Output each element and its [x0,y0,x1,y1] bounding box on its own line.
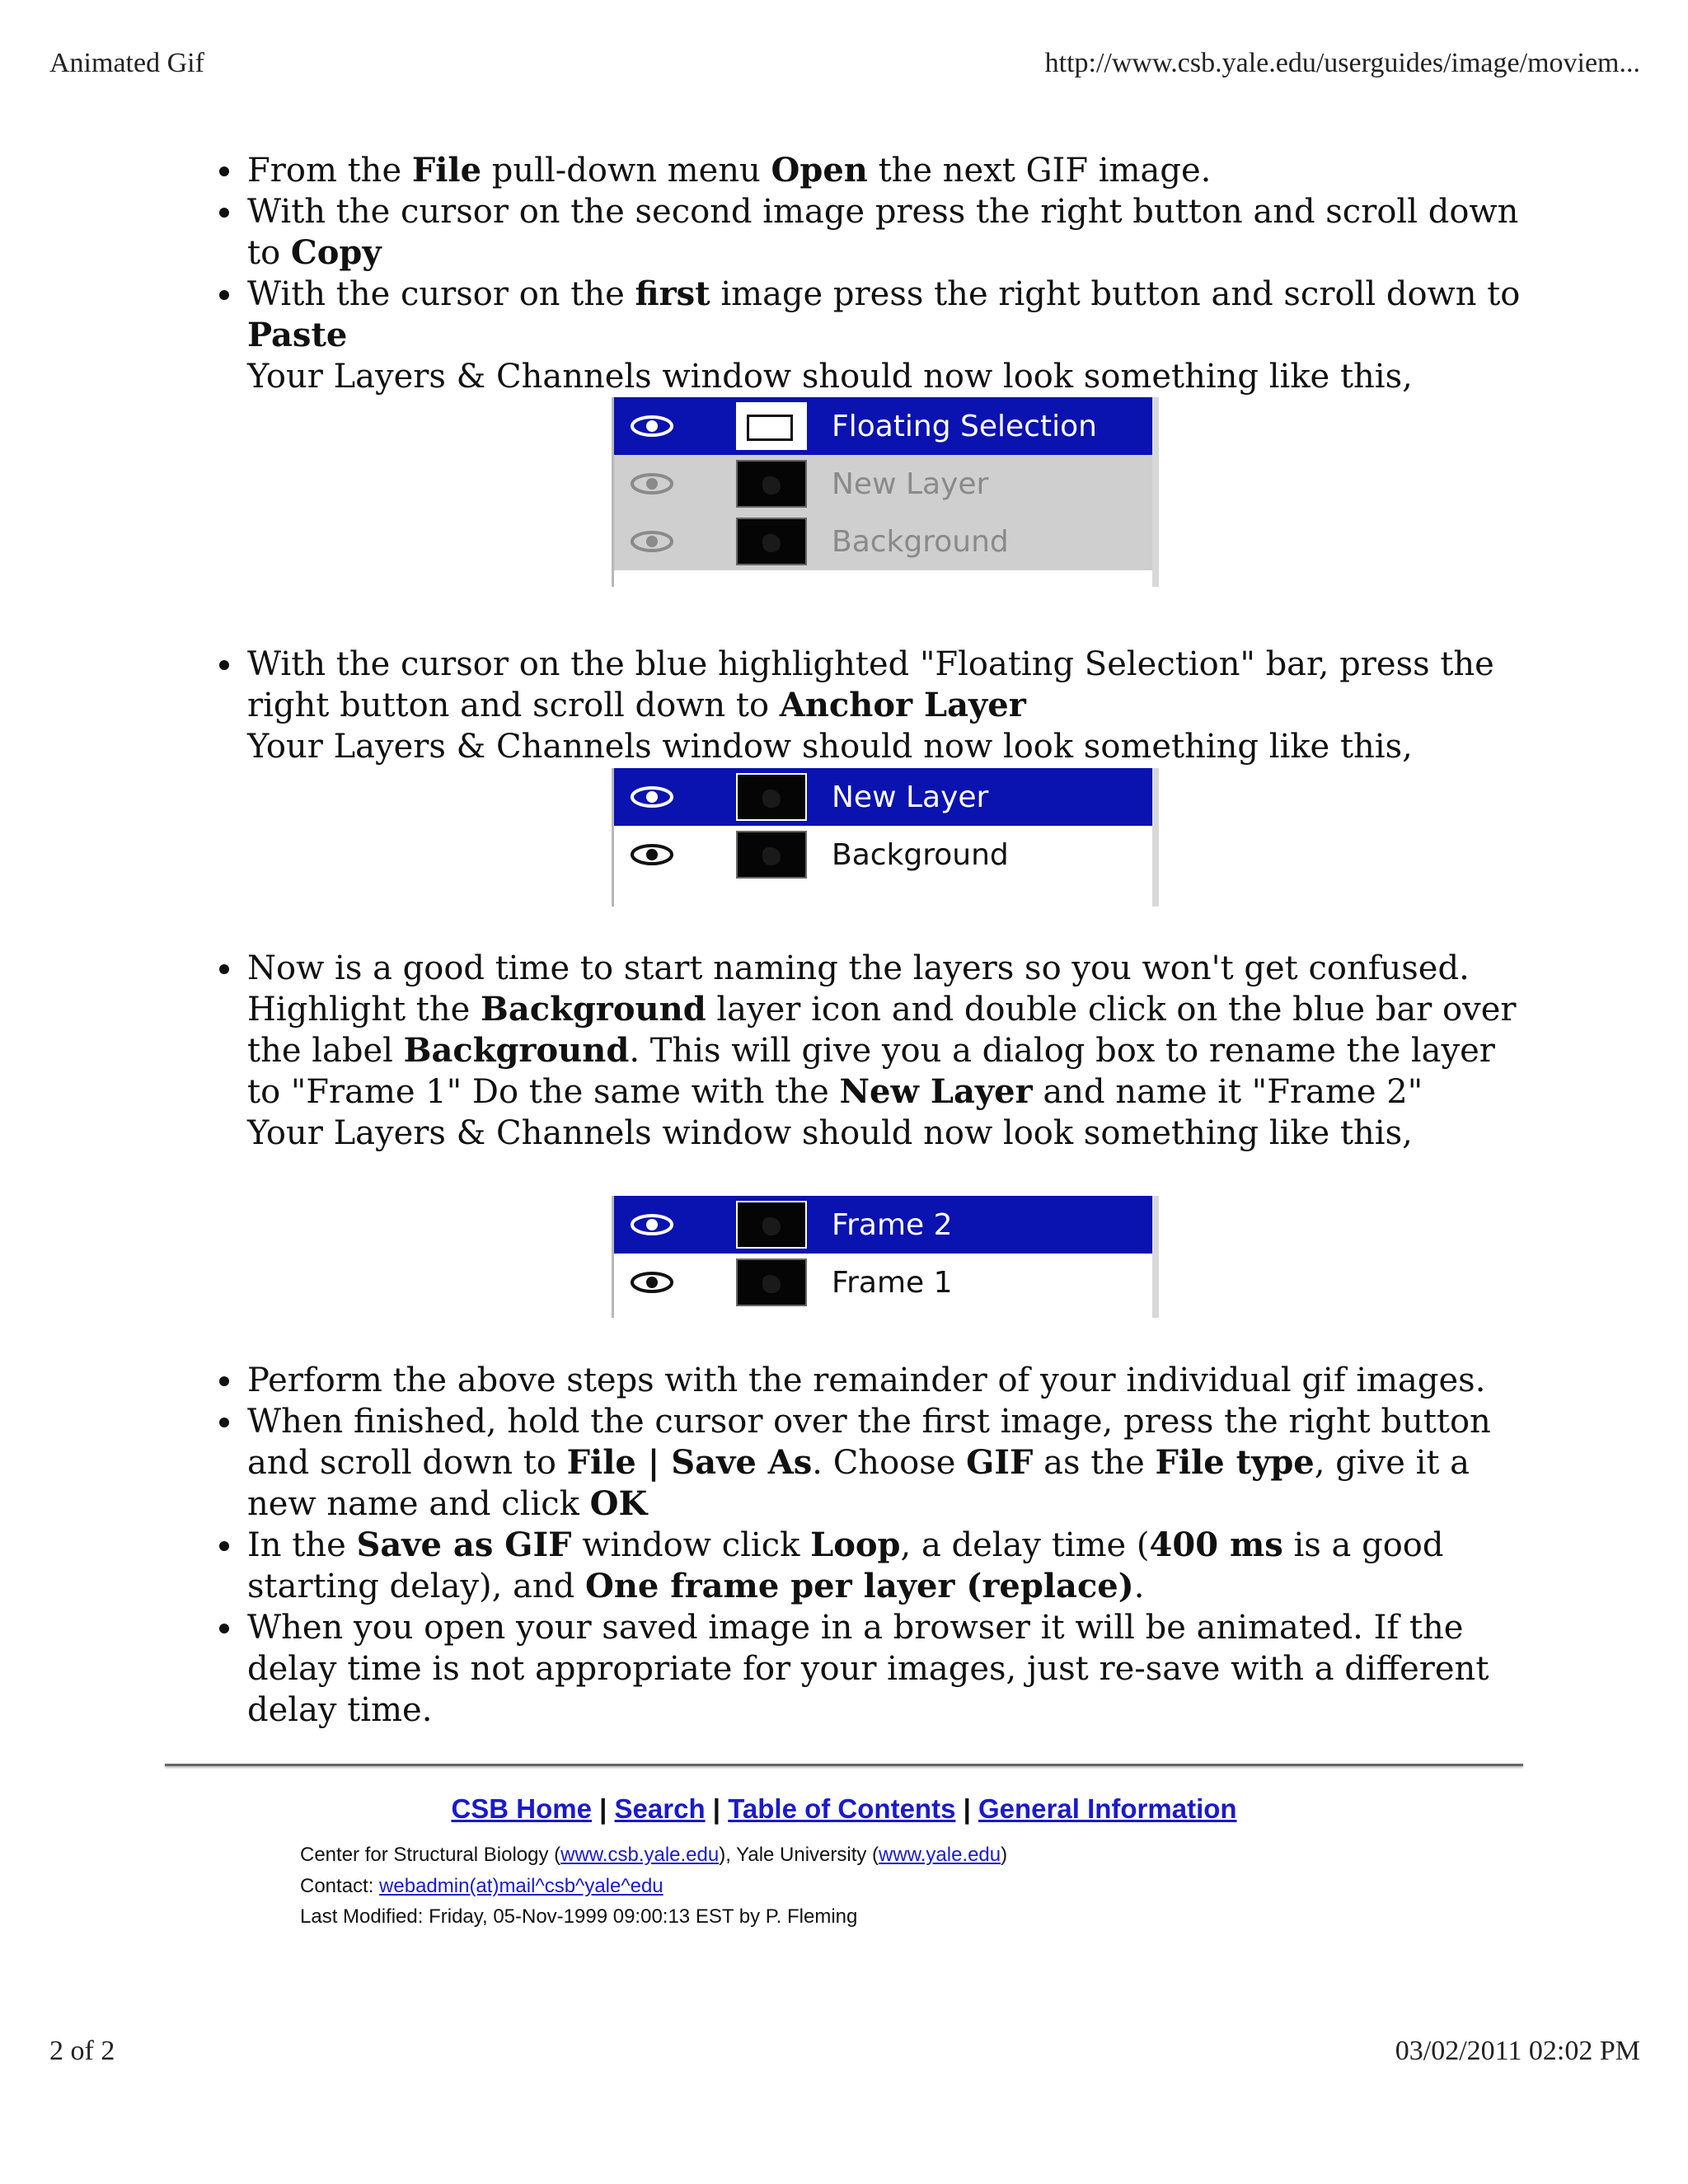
steps-list-2 [247,644,1533,767]
layers-note: Your Layers & Channels window should now look something like this, [247,1114,1413,1152]
eye-icon[interactable] [629,785,675,808]
print-datetime: 03/02/2011 02:02 PM [1395,2036,1640,2066]
layer-thumbnail [736,1201,807,1249]
footer-nav: CSB Home | Search | Table of Contents | General Information [451,1793,1237,1824]
layer-thumbnail [736,831,807,879]
layer-name: Floating Selection [832,409,1097,443]
floating-selection-thumbnail [736,402,807,450]
layers-note: Your Layers & Channels window should now look something like this, [247,358,1413,396]
step-item: With the cursor on the first image press the right button and scroll down to Paste Your Layers & Channels window should now look something like this, [247,274,1533,397]
step-item: In the Save as GIF window click Loop, a delay time (400 ms is a good starting delay), and One frame per layer (replace). [247,1525,1533,1607]
step-item: With the cursor on the blue highlighted "Floating Selection" bar, press the right button and scroll down to Anchor Layer Your Layers & Channels window should now look something like this, [247,644,1533,767]
eye-icon[interactable] [629,1271,675,1294]
layer-row[interactable] [614,826,1152,883]
csb-home-link[interactable]: CSB Home [451,1793,592,1824]
header-title: Animated Gif [49,48,204,78]
layer-row[interactable] [614,513,1152,570]
layer-row[interactable] [614,768,1152,826]
layer-name: Background [832,837,1009,872]
step-item: When you open your saved image in a browser it will be animated. If the delay time is not appropriate for your images, just re-save with a different delay time. [247,1607,1533,1731]
search-link[interactable]: Search [614,1793,706,1824]
step-item: With the cursor on the second image press the right button and scroll down to Copy [247,191,1533,274]
layer-name: New Layer [832,466,989,501]
layer-name: New Layer [832,780,989,814]
layers-panel-2 [612,768,1159,907]
layer-row[interactable] [614,455,1152,513]
table-of-contents-link[interactable]: Table of Contents [728,1793,956,1824]
eye-icon[interactable] [629,843,675,866]
step-item: From the File pull-down menu Open the next GIF image. [247,150,1533,191]
layer-name: Frame 1 [832,1265,953,1300]
layer-row[interactable] [614,397,1152,455]
eye-icon[interactable] [629,1213,675,1236]
org-line: Center for Structural Biology (www.csb.yale.edu), Yale University (www.yale.edu) [300,1844,1008,1866]
layer-thumbnail [736,773,807,821]
eye-icon[interactable] [629,415,675,438]
csb-site-link[interactable]: www.csb.yale.edu [560,1844,720,1866]
yale-site-link[interactable]: www.yale.edu [879,1844,1001,1866]
last-modified: Last Modified: Friday, 05-Nov-1999 09:00:13 EST by P. Fleming [300,1905,858,1928]
contact-line: Contact: webadmin(at)mail^csb^yale^edu [300,1875,663,1897]
layer-thumbnail [736,1258,807,1306]
step-item: Now is a good time to start naming the layers so you won't get confused. Highlight the Background layer icon and double click on the blue bar over the label Background. This will give you a dialog box to rename the layer to "Frame 1" Do the same with the New Layer and name it "Frame 2" Your Layers & Channels window should now look something like this, [247,948,1533,1154]
layer-row[interactable] [614,1254,1152,1311]
general-information-link[interactable]: General Information [978,1793,1237,1824]
page-number: 2 of 2 [49,2036,115,2066]
layers-note: Your Layers & Channels window should now look something like this, [247,728,1413,766]
layers-panel-1 [612,397,1159,587]
layers-panel-3 [612,1196,1159,1318]
eye-icon[interactable] [629,472,675,495]
eye-icon[interactable] [629,530,675,553]
layer-thumbnail [736,460,807,508]
contact-email-link[interactable]: webadmin(at)mail^csb^yale^edu [379,1875,663,1897]
layer-thumbnail [736,518,807,565]
header-url: http://www.csb.yale.edu/userguides/image/moviem... [1044,48,1640,78]
footer-divider [165,1764,1523,1766]
steps-list-1 [247,150,1533,397]
step-item: Perform the above steps with the remainder of your individual gif images. [247,1360,1533,1401]
layer-row[interactable] [614,1196,1152,1254]
steps-list-3 [247,948,1533,1154]
layer-name: Frame 2 [832,1207,953,1242]
step-item: When finished, hold the cursor over the first image, press the right button and scroll down to File | Save As. Choose GIF as the File type, give it a new name and click OK [247,1401,1533,1525]
layer-name: Background [832,524,1009,559]
steps-list-4 [247,1360,1533,1731]
